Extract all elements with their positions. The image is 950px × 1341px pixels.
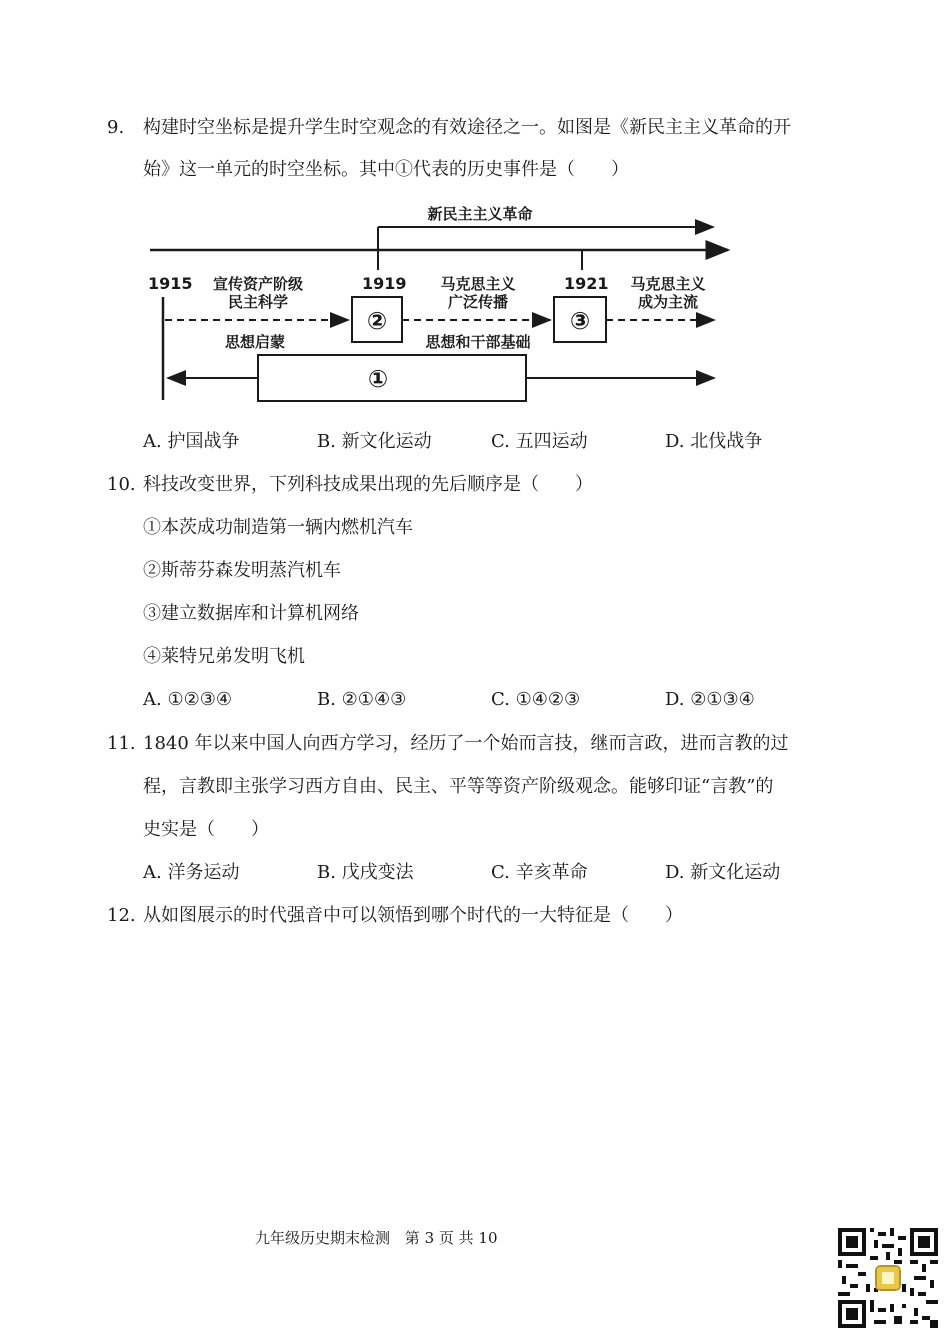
option-a[interactable]: A. 洋务运动	[143, 862, 240, 883]
option-c[interactable]: C. 辛亥革命	[491, 862, 588, 883]
qr-code-icon	[838, 1228, 938, 1328]
revolution-label: 新民主主义革命	[427, 205, 533, 223]
option-c[interactable]: C. 五四运动	[491, 431, 588, 452]
option-d[interactable]: D. ②①③④	[665, 689, 755, 710]
question-text-line: 程，言教即主张学习西方自由、民主、平等等资产阶级观念。能够印证“言教”的	[143, 776, 774, 797]
year-1921: 1921	[564, 274, 609, 293]
question-text-line: 构建时空坐标是提升学生时空观念的有效途径之一。如图是《新民主主义革命的开	[143, 117, 791, 138]
option-b[interactable]: B. ②①④③	[317, 689, 407, 710]
year-1919: 1919	[362, 274, 407, 293]
question-text-line: 科技改变世界，下列科技成果出现的先后顺序是（ ）	[143, 474, 593, 495]
label-enlightenment: 思想启蒙	[224, 333, 286, 351]
option-d[interactable]: D. 新文化运动	[665, 862, 781, 883]
question-text-line: 从如图展示的时代强音中可以领悟到哪个时代的一大特征是（ ）	[143, 905, 683, 926]
option-b[interactable]: B. 新文化运动	[317, 431, 432, 452]
label-propaganda: 宣传资产阶级	[212, 275, 304, 293]
label-foundation: 思想和干部基础	[425, 333, 531, 351]
question-number: 11.	[107, 733, 136, 754]
timeline-diagram	[140, 195, 740, 415]
year-1915: 1915	[148, 274, 193, 293]
question-text-line: 始》这一单元的时空坐标。其中①代表的历史事件是（ ）	[143, 159, 629, 180]
footer-page-number: 第 3 页 共 10	[404, 1229, 498, 1247]
question-text-line: 史实是（ ）	[143, 819, 269, 840]
box-1-label: ①	[367, 365, 389, 393]
question-text-line: ③建立数据库和计算机网络	[143, 603, 359, 624]
label-marxism-mainstream: 马克思主义	[630, 275, 706, 293]
question-text-line: 1840 年以来中国人向西方学习，经历了一个始而言技，继而言政，进而言教的过	[143, 733, 789, 754]
label-democracy-science: 民主科学	[227, 293, 289, 311]
option-a[interactable]: A. 护国战争	[143, 431, 240, 452]
footer-title: 九年级历史期末检测	[255, 1229, 391, 1247]
box-3-label: ③	[569, 307, 591, 335]
box-1	[258, 355, 526, 401]
question-text-line: ④莱特兄弟发明飞机	[143, 646, 305, 667]
box-2-label: ②	[366, 307, 388, 335]
question-text-line: ②斯蒂芬森发明蒸汽机车	[143, 560, 341, 581]
question-text-line: ①本茨成功制造第一辆内燃机汽车	[143, 517, 413, 538]
option-a[interactable]: A. ①②③④	[143, 689, 232, 710]
question-number: 10.	[107, 474, 136, 495]
option-d[interactable]: D. 北伐战争	[665, 431, 763, 452]
question-number: 9.	[107, 117, 125, 138]
question-number: 12.	[107, 905, 136, 926]
page-footer	[255, 1228, 498, 1248]
label-wide-spread: 广泛传播	[447, 293, 509, 311]
option-b[interactable]: B. 戊戌变法	[317, 862, 414, 883]
label-mainstream: 成为主流	[637, 293, 699, 311]
label-marxism-spread: 马克思主义	[440, 275, 516, 293]
option-c[interactable]: C. ①④②③	[491, 689, 581, 710]
